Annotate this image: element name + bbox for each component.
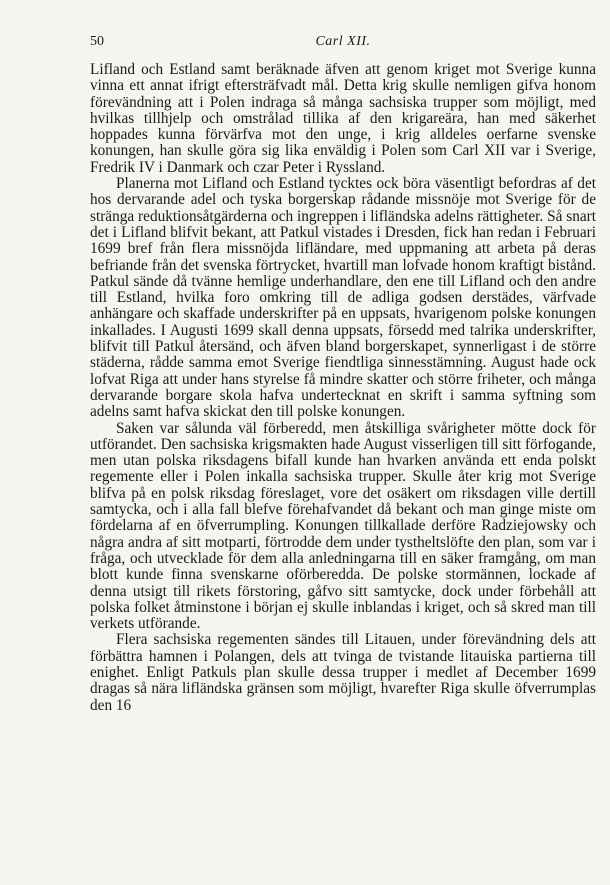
running-title: Carl XII. <box>315 34 371 49</box>
paragraph-plans-lifland: Planerna mot Lifland och Estland tycktes ock böra väsentligt befordras af det hos dervarande adel och tyska borgerskap rådande missnöje mot Sverige för de stränga reduktionsåtgärderna och ingreppen i lifländska adelns rättigheter. Så snart det i Lifland blifvit bekant, att Patkul vistades i Dresden, fick han redan i Februari 1699 bref från flera missnöjda lifländare, med uppmaning att arbeta på deras befriande från det svenska förtrycket, hvartill man lofvade honom kraftigt bistånd. Patkul sände då tvänne hemlige underhandlare, den ene till Lifland och den andre till Estland, hvilka foro omkring till de adliga godsen derstädes, värfvade anhängare och skaffade underskrifter på en uppsats, hvarigenom polske konungen inkallades. I Augusti 1699 skall denna uppsats, försedd med talrika underskrifter, blifvit till Patkul återsänd, och äfven bland borgerskapet, synnerligast i de större städerna, rådde samma emot Sverige fiendtliga sinnesstämning. August hade ock lofvat Riga att under hans styrelse få mindre skatter och större friheter, och många dervarande borgare skola hafva undertecknat en skrift i samma syftning som adelns samt hafva skickat den till polske konungen. <box>90 175 596 421</box>
paragraph-preparation: Saken var sålunda väl förberedd, men åtskilliga svårigheter mötte dock för utförandet. Den sachsiska krigsmakten hade August visserligen till sitt förfogande, men utan polska riksdagens bifall kunde han hvarken använda ett enda polskt regemente eller i Polen inkalla sachsiska trupper. Skulle åter krig mot Sverige blifva på en polsk riksdag föreslaget, vore det osäkert om riksdagen ville dertill samtycka, och i alla fall blefve förehafvandet då bekant och man ginge miste om fördelarna af en öfverrumpling. Konungen tillkallade derföre Radziejowsky och några andra af sitt motparti, förtrodde dem under tystheltslöfte den plan, som var i fråga, och utvecklade för dem alla anledningarna till en säker framgång, om man blott kunde finna svenskarne oförberedda. De polske stormännen, lockade af denna utsigt till rikets förstoring, gåfvo sitt samtycke, dock under förbehåll att polska folket åtminstone i början ej skulle inblandas i kriget, och så skred man till verkets utförande. <box>90 419 596 633</box>
page-header <box>90 34 596 54</box>
body-text <box>90 62 596 714</box>
paragraph-continuation: Lifland och Estland samt beräknade äfven att genom kriget mot Sverige kunna vinna ett annat ifrigt eftersträfvadt mål. Detta krig skulle nemligen gifva honom förevändning att i Polen indraga så många sachsiska trupper som möjligt, med hvilkas tillhjelp och omstrålad tillika af den krigareära, han med säkerhet hoppades kunna förvärfva mot den unge, i krig alldeles oerfarne svenske konungen, han skulle göra sig lika enväldig i Polen som Carl XII var i Sverige, Fredrik IV i Danmark och czar Peter i Ryssland. <box>90 61 596 176</box>
page-number: 50 <box>90 34 104 49</box>
paragraph-saxon-regiments: Flera sachsiska regementen sändes till Litauen, under förevändning dels att förbättra hamnen i Polangen, dels att tvinga de tvistande litauiska partierna till enighet. Enligt Patkuls plan skulle dessa trupper i medlet af December 1699 dragas så nära lifländska gränsen som möjligt, hvarefter Riga skulle öfverrumplas den 16 <box>90 631 596 714</box>
